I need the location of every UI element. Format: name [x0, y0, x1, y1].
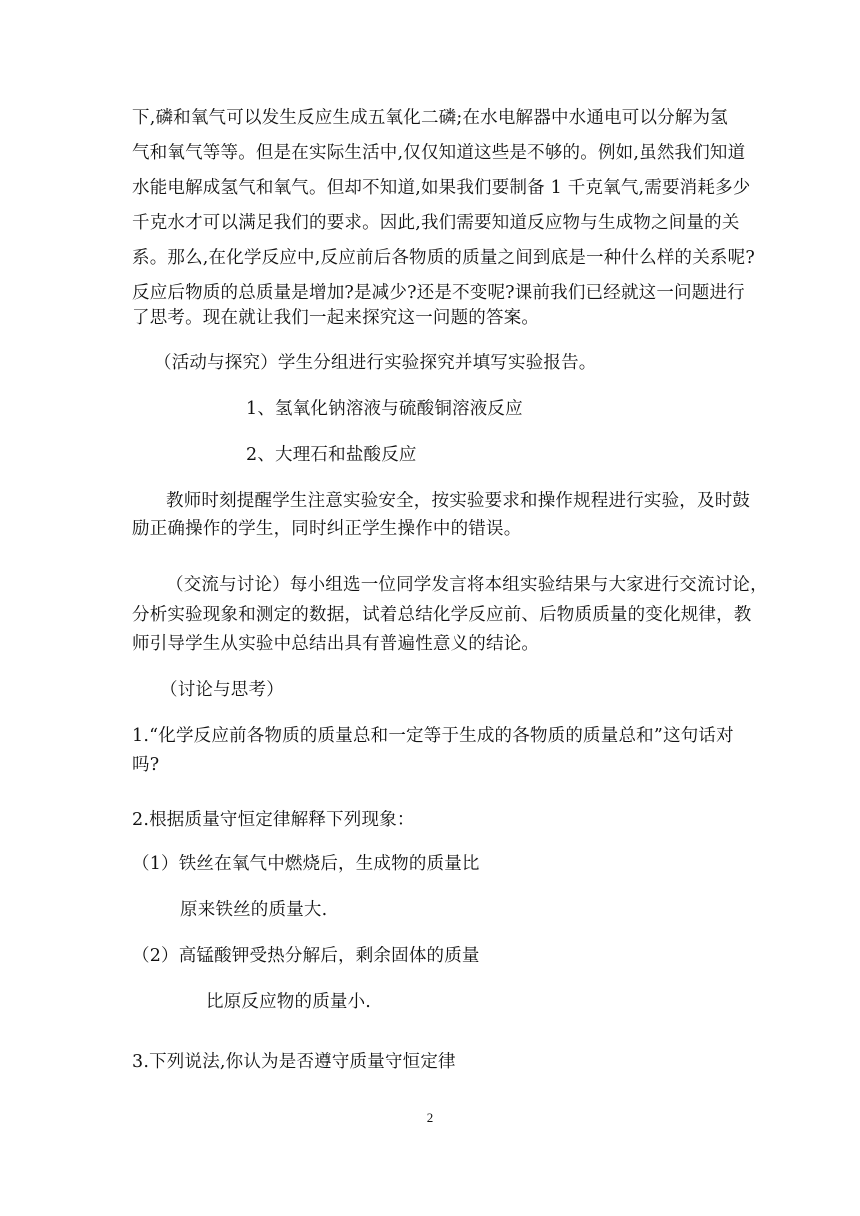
intro-line-7: 了思考。现在就让我们一起来探究这一问题的答案。 [132, 308, 540, 328]
teacher-line-2: 励正确操作的学生，同时纠正学生操作中的错误。 [132, 519, 522, 539]
intro-line-5: 系。那么,在化学反应中,反应前后各物质的质量之间到底是一种什么样的关系呢? [132, 248, 755, 268]
discussion-line-1: （交流与讨论）每小组选一位同学发言将本组实验结果与大家进行交流讨论， [166, 575, 768, 595]
question-2-item-1: （1）铁丝在氧气中燃烧后，生成物的质量比 [132, 854, 480, 874]
question-2-item-1-cont: 原来铁丝的质量大. [180, 900, 328, 920]
activity-heading: （活动与探究）学生分组进行实验探究并填写实验报告。 [154, 353, 597, 373]
question-2-item-2-cont: 比原反应物的质量小. [206, 992, 372, 1012]
experiment-1: 1、氢氧化钠溶液与硫酸铜溶液反应 [246, 399, 523, 419]
page-number: 2 [426, 1110, 434, 1125]
question-1-line-1: 1.“化学反应前各物质的质量总和一定等于生成的各物质的质量总和”这句话对 [132, 726, 734, 746]
intro-line-4: 千克水才可以满足我们的要求。因此,我们需要知道反应物与生成物之间量的关 [132, 213, 740, 233]
teacher-line-1: 教师时刻提醒学生注意实验安全，按实验要求和操作规程进行实验，及时鼓 [166, 491, 751, 511]
question-2-item-2: （2）高锰酸钾受热分解后，剩余固体的质量 [132, 946, 480, 966]
discussion-line-3: 师引导学生从实验中总结出具有普遍性意义的结论。 [132, 634, 540, 654]
question-3: 3.下列说法,你认为是否遵守质量守恒定律 [132, 1052, 456, 1072]
question-1-line-2: 吗? [132, 755, 160, 775]
intro-line-6: 反应后物质的总质量是增加?是减少?还是不变呢?课前我们已经就这一问题进行 [132, 283, 745, 303]
experiment-2: 2、大理石和盐酸反应 [246, 445, 417, 465]
intro-line-2: 气和氧气等等。但是在实际生活中,仅仅知道这些是不够的。例如,虽然我们知道 [132, 143, 746, 163]
think-heading: （讨论与思考） [160, 680, 284, 700]
discussion-line-2: 分析实验现象和测定的数据，试着总结化学反应前、后物质质量的变化规律，教 [132, 605, 752, 625]
question-2: 2.根据质量守恒定律解释下列现象： [132, 810, 415, 830]
intro-line-3: 水能电解成氢气和氧气。但却不知道,如果我们要制备 1 千克氧气,需要消耗多少 [132, 178, 751, 198]
intro-line-1: 下,磷和氧气可以发生反应生成五氧化二磷;在水电解器中水通电可以分解为氢 [132, 108, 728, 128]
